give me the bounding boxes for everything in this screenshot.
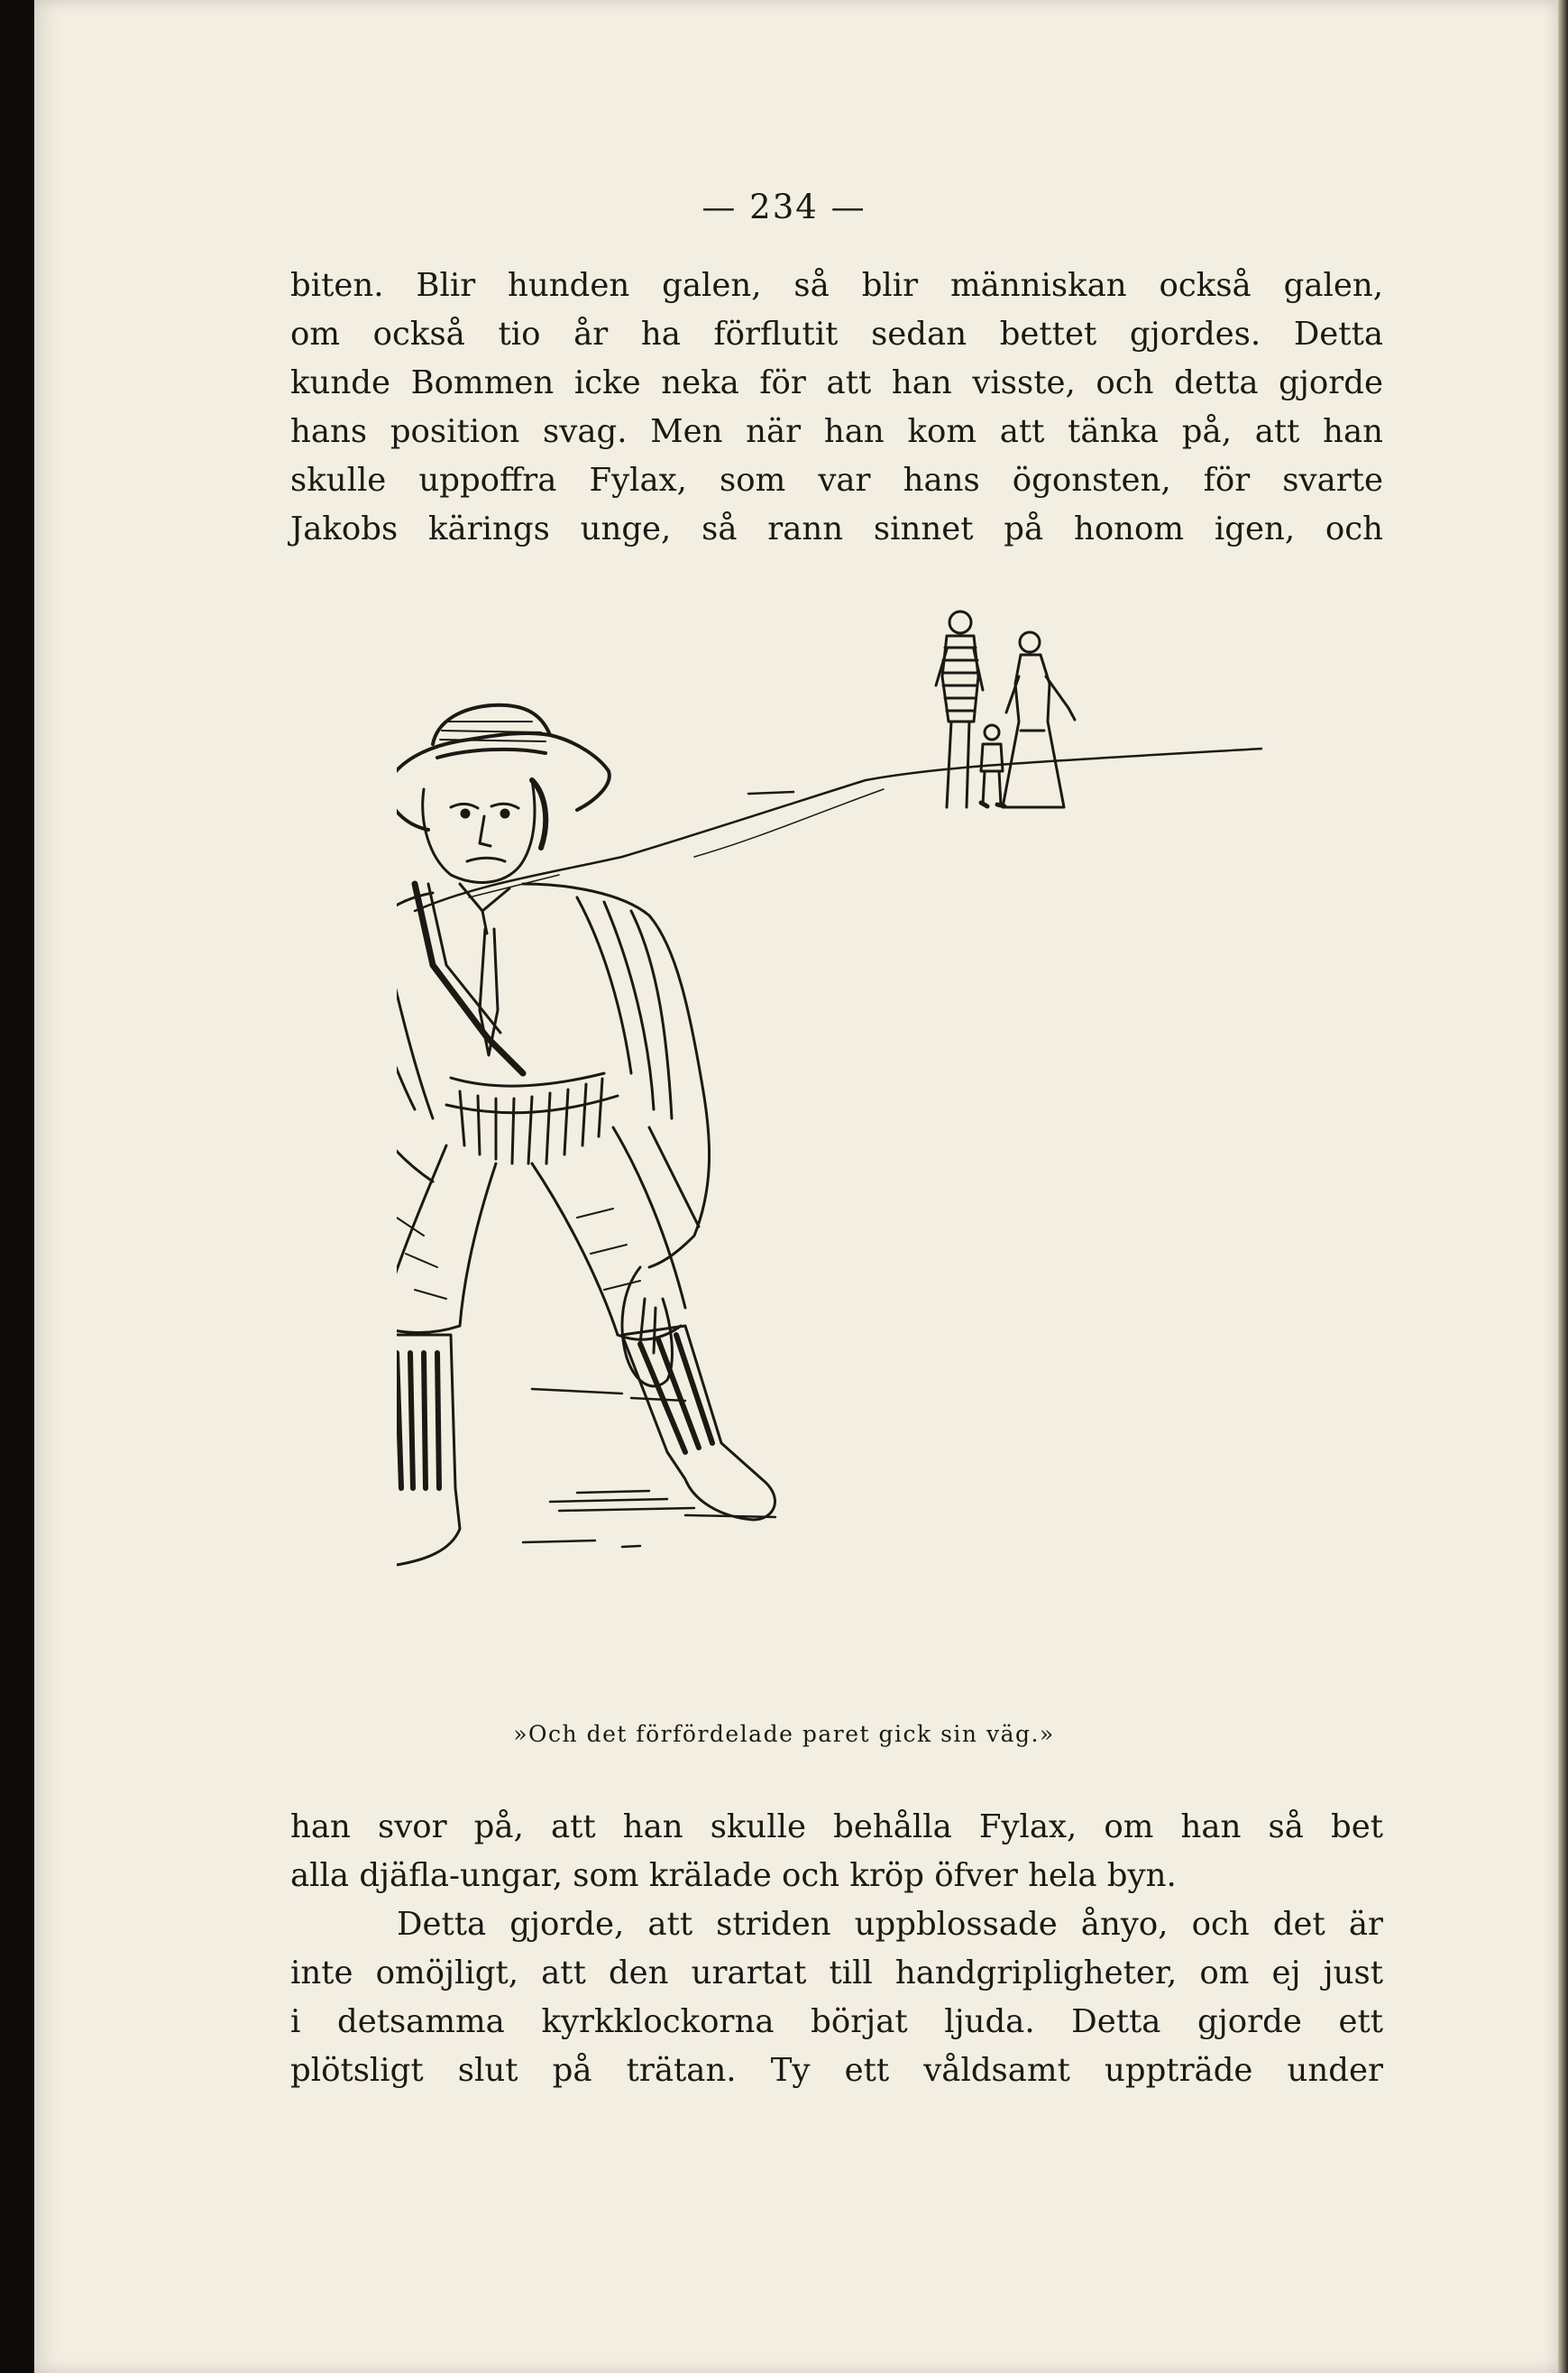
text-line: Jakobs kärings unge, så rann sinnet på honom igen, och xyxy=(290,510,1383,547)
illustration-man-walking xyxy=(397,586,1262,1669)
text-line: inte omöjligt, att den urartat till handgripligheter, om ej just xyxy=(290,1955,1383,1991)
page-number: — 234 — xyxy=(701,188,867,226)
text-line: skulle uppoffra Fylax, som var hans ögonsten, för svarte xyxy=(290,462,1383,499)
text-line: i detsamma kyrkklockorna börjat ljuda. Detta gjorde ett xyxy=(290,2003,1383,2040)
page-edge xyxy=(1558,0,1568,2373)
text-line: Detta gjorde, att striden uppblossade ånyo, och det är xyxy=(397,1906,1383,1943)
text-line: alla djäfla-ungar, som krälade och kröp öfver hela byn. xyxy=(290,1857,1177,1894)
paragraph-top xyxy=(290,262,1383,554)
paragraph-bottom-1 xyxy=(290,1803,1383,1900)
text-line: han svor på, att han skulle behålla Fylax, om han så bet xyxy=(290,1808,1383,1845)
paragraph-bottom-2 xyxy=(290,1900,1383,2095)
text-line: om också tio år ha förflutit sedan bettet gjordes. Detta xyxy=(290,316,1383,353)
text-line: kunde Bommen icke neka för att han visste, och detta gjorde xyxy=(290,364,1383,401)
text-line: plötsligt slut på trätan. Ty ett våldsamt uppträde under xyxy=(290,2052,1383,2089)
book-spine-shadow xyxy=(0,0,34,2373)
illustration-caption: »Och det förfördelade paret gick sin väg.» xyxy=(513,1721,1055,1747)
text-line: hans position svag. Men när han kom att tänka på, att han xyxy=(290,413,1383,450)
text-line: biten. Blir hunden galen, så blir människan också galen, xyxy=(290,267,1383,304)
